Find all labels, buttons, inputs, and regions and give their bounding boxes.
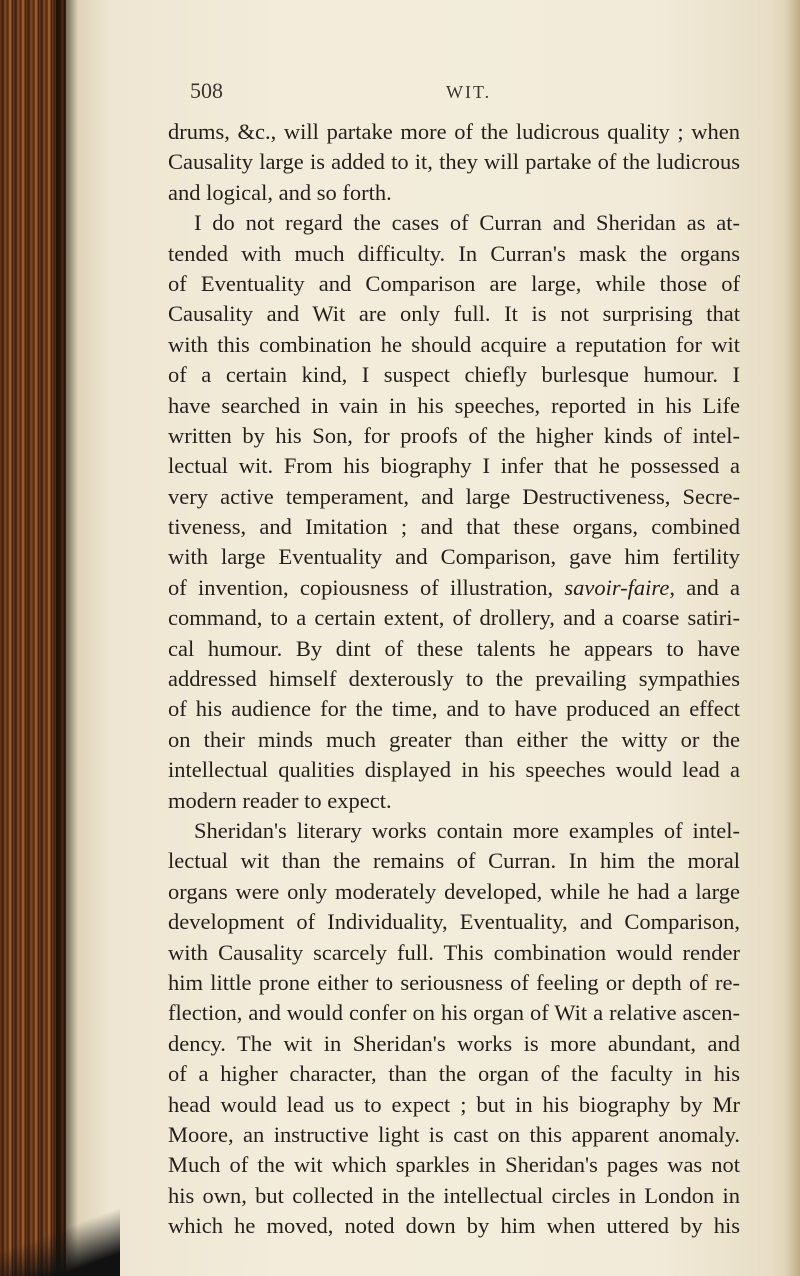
text-line: his own, but collected in the intellectual circles in London in — [168, 1182, 740, 1208]
text-line: flection, and would confer on his organ of Wit a relative ascen- — [168, 1000, 740, 1026]
italic-phrase: savoir-faire — [564, 574, 670, 600]
text-line: tended with much difficulty. In Curran's mask the organs — [168, 240, 740, 266]
text-line: have searched in vain in his speeches, reported in his Life — [168, 392, 740, 418]
text-line: modern reader to expect. — [168, 787, 392, 813]
text-line: dency. The wit in Sheridan's works is more abundant, and — [168, 1030, 740, 1056]
text-line: of invention, copiousness of illustration, savoir-faire, and a — [168, 574, 740, 600]
page-edge — [786, 0, 800, 1276]
text-line: of a certain kind, I suspect chiefly burlesque humour. I — [168, 362, 740, 388]
text-line: cal humour. By dint of these talents he appears to have — [168, 635, 740, 661]
text-line: Sheridan's literary works contain more examples of intel- — [194, 817, 740, 843]
text-line: addressed himself dexterously to the prevailing sympathies — [168, 666, 740, 692]
text-line: written by his Son, for proofs of the higher kinds of intel- — [168, 422, 740, 448]
text-line: him little prone either to seriousness of feeling or depth of re- — [168, 969, 740, 995]
text-line: drums, &c., will partake more of the ludicrous quality ; when — [168, 119, 740, 144]
text-line: command, to a certain extent, of drollery, and a coarse satiri- — [168, 605, 740, 631]
running-title: WIT. — [446, 82, 492, 102]
text-line: organs were only moderately developed, while he had a large — [168, 878, 740, 904]
text-line: lectual wit than the remains of Curran. In him the moral — [168, 848, 740, 874]
corner-shadow — [0, 1206, 120, 1276]
text-line: head would lead us to expect ; but in his biography by Mr — [168, 1091, 740, 1117]
text-line: tiveness, and Imitation ; and that these organs, combined — [168, 514, 740, 540]
text-line: on their minds much greater than either the witty or the — [168, 726, 740, 752]
text-line: Causality and Wit are only full. It is not surprising that — [168, 301, 740, 327]
text-line: with large Eventuality and Comparison, gave him fertility — [168, 544, 740, 570]
text-line: with Causality scarcely full. This combination would render — [168, 939, 740, 965]
text-line: Much of the wit which sparkles in Sheridan's pages was not — [168, 1152, 740, 1178]
text-line: very active temperament, and large Destructiveness, Secre- — [168, 483, 740, 509]
text-line: development of Individuality, Eventuality, and Comparison, — [168, 909, 740, 935]
text-line: and logical, and so forth. — [168, 179, 392, 205]
gutter-shadow — [56, 0, 78, 1276]
text-line: lectual wit. From his biography I infer that he possessed a — [168, 453, 740, 479]
body-text — [168, 117, 740, 1241]
text-line: of a higher character, than the organ of the faculty in his — [168, 1061, 740, 1087]
text-line: I do not regard the cases of Curran and Sheridan as at- — [194, 210, 740, 236]
text-line: of Eventuality and Comparison are large, while those of — [168, 270, 740, 296]
text-line: which he moved, noted down by him when uttered by his — [168, 1213, 740, 1239]
text-line: intellectual qualities displayed in his speeches would lead a — [168, 757, 740, 783]
text-line: with this combination he should acquire a reputation for wit — [168, 331, 740, 357]
text-line: of his audience for the time, and to have produced an effect — [168, 696, 740, 722]
text-line: Moore, an instructive light is cast on this apparent anomaly. — [168, 1121, 740, 1147]
page-number: 508 — [190, 78, 223, 103]
page-header — [190, 78, 720, 106]
text-line: Causality large is added to it, they will partake of the ludicrous — [168, 149, 740, 175]
